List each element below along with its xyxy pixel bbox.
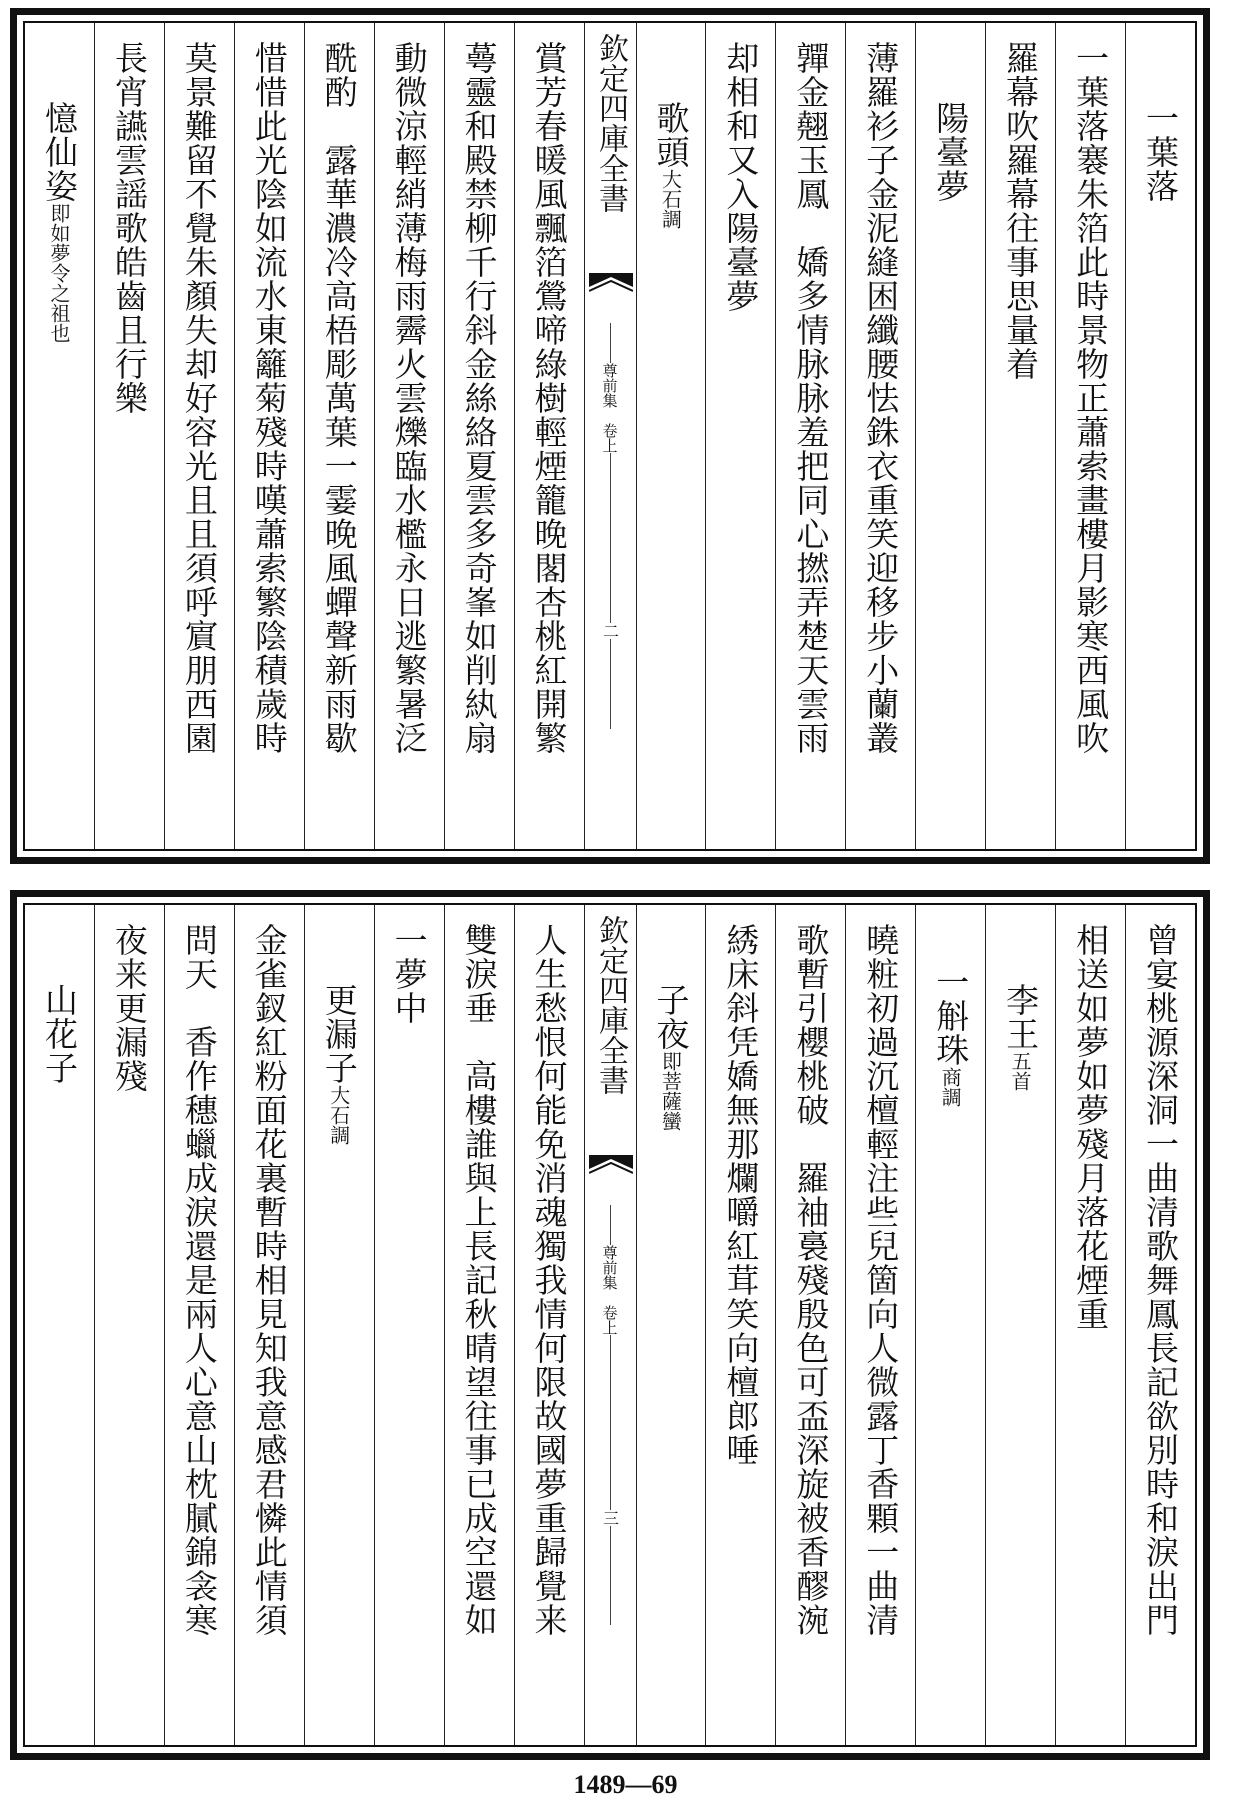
text-column [374,23,444,849]
page-number: 三 [600,1510,620,1526]
bottom-page [10,890,1210,1760]
column-main-text: 夜来更漏殘 [109,923,149,1093]
column-main-text: 曉粧初過沉檀輕注些兒箇向人微露丁香顆一曲清 [861,923,901,1637]
column-main-text: 李王 [1001,983,1041,1051]
text-column [1055,23,1125,849]
column-text [1071,923,1111,1331]
column-main-text: 金雀釵紅粉面花裏暫時相見知我意感君憐此情須 [249,923,289,1637]
text-column [94,905,164,1745]
text-column [164,23,234,849]
column-text [791,923,831,1637]
column-note: 大石調 [326,1085,351,1145]
text-column [164,905,234,1745]
text-column [705,23,775,849]
column-text [861,41,901,755]
column-text [389,923,429,1025]
column-main-text: 長宵讌雲謡歌皓齒且行樂 [109,41,149,415]
text-column [25,23,94,849]
text-column [514,23,584,849]
library-title: 欽定四庫全書 [593,33,628,213]
text-column [94,23,164,849]
column-main-text: 酰酌 露華濃冷高梧彫萬葉一霎晚風蟬聲新雨歇 [319,41,359,755]
text-column [985,23,1055,849]
fishtail-mark-icon [589,273,633,309]
column-main-text: 一斛珠 [931,965,971,1067]
column-text [179,923,219,1637]
text-column [705,905,775,1745]
column-text [721,923,761,1467]
fishtail-mark-icon [589,1155,633,1191]
text-column [775,23,845,849]
column-text [1001,983,1041,1091]
column-main-text: 莫景難留不覺朱顏失却好容光且且須呼賔朋西園 [179,41,219,755]
column-main-text: 蕚靈和殿禁柳千行斜金絲絡夏雲多奇峯如削紈扇 [459,41,499,755]
column-text [1141,101,1181,203]
column-main-text: 憶仙姿 [39,101,79,203]
column-main-text: 羅幕吹羅幕往事思量着 [1001,41,1041,381]
column-main-text: 惜惜此光陰如流水東籬菊殘時嘆蕭索繁陰積歲時 [249,41,289,755]
column-main-text: 一夢中 [389,923,429,1025]
column-main-text: 歌暫引櫻桃破 羅袖裛殘殷色可盃深旋被香醪涴 [791,923,831,1637]
column-main-text: 薄羅衫子金泥縫困纖腰怯銖衣重笑迎移步小蘭叢 [861,41,901,755]
library-title: 欽定四庫全書 [593,915,628,1095]
text-column [985,905,1055,1745]
column-text [1001,41,1041,381]
column-text [1071,41,1111,755]
text-column [845,23,915,849]
column-main-text: 一葉落 [1141,101,1181,203]
text-column [915,905,985,1745]
volume-label: 尊前集 卷上 [600,363,619,453]
column-main-text: 更漏子 [319,983,359,1085]
column-text [651,101,691,229]
volume-label: 尊前集 卷上 [600,1245,619,1335]
column-main-text: 問天 香作穗蠟成淚還是兩人心意山枕膩錦衾寒 [179,923,219,1637]
text-column [915,23,985,849]
column-text [109,41,149,415]
column-text [721,41,761,313]
column-main-text: 綉床斜凭嬌無那爛嚼紅茸笑向檀郎唾 [721,923,761,1467]
column-main-text: 歌頭 [651,101,691,169]
text-column [444,905,514,1745]
top-page [10,8,1210,864]
bottom-page-frame [23,903,1197,1747]
column-text [319,983,359,1145]
column-note: 商調 [938,1067,963,1107]
column-text [319,41,359,755]
column-note: 大石調 [658,169,683,229]
text-column [304,905,374,1745]
text-column [1125,905,1195,1745]
text-column [845,905,915,1745]
column-text [931,965,971,1107]
column-text [249,41,289,755]
column-text [529,41,569,755]
column-main-text: 賞芳春暖風飄箔鶯啼綠樹輕煙籠晚閣杏桃紅開繁 [529,41,569,755]
column-note: 即菩薩蠻 [658,1051,683,1131]
column-main-text: 山花子 [39,983,79,1085]
column-note: 即如夢令之祖也 [46,203,71,343]
column-main-text: 一葉落褰朱箔此時景物正蕭索畫樓月影寒西風吹 [1071,41,1111,755]
page-number: 二 [600,623,620,639]
column-text [249,923,289,1637]
text-column [636,905,706,1745]
column-main-text: 雙淚垂 高樓誰與上長記秋晴望往事已成空還如 [459,923,499,1637]
column-text [389,41,429,755]
column-text [109,923,149,1093]
column-text [791,41,831,755]
column-text [39,101,79,343]
column-main-text: 人生愁恨何能免消魂獨我情何限故國夢重歸覺来 [529,923,569,1637]
text-column [1055,905,1125,1745]
column-main-text: 子夜 [651,983,691,1051]
column-text [459,41,499,755]
top-page-frame [23,21,1197,851]
column-main-text: 相送如夢如夢殘月落花煙重 [1071,923,1111,1331]
column-main-text: 動微涼輕綃薄梅雨霽火雲爍臨水檻永日逃繁暑泛 [389,41,429,755]
text-column [636,23,706,849]
text-column [374,905,444,1745]
column-text [459,923,499,1637]
text-column [234,23,304,849]
page-footer-number: 1489—69 [573,1770,678,1799]
column-main-text: 却相和又入陽臺夢 [721,41,761,313]
center-fold [584,23,636,849]
text-column [234,905,304,1745]
column-text [39,983,79,1085]
text-column [514,905,584,1745]
column-note: 五首 [1008,1051,1033,1091]
column-main-text: 曾宴桃源深洞一曲清歌舞鳳長記欲別時和淚出門 [1141,923,1181,1637]
text-column [1125,23,1195,849]
column-text [529,923,569,1637]
column-text [1141,923,1181,1637]
column-text [179,41,219,755]
text-column [444,23,514,849]
text-column [775,905,845,1745]
text-column [25,905,94,1745]
text-column [304,23,374,849]
column-main-text: 嚲金翹玉鳳 嬌多情脉脉羞把同心撚弄楚天雲雨 [791,41,831,755]
column-text [931,101,971,203]
column-main-text: 陽臺夢 [931,101,971,203]
column-text [651,983,691,1131]
column-text [861,923,901,1637]
center-fold [584,905,636,1745]
